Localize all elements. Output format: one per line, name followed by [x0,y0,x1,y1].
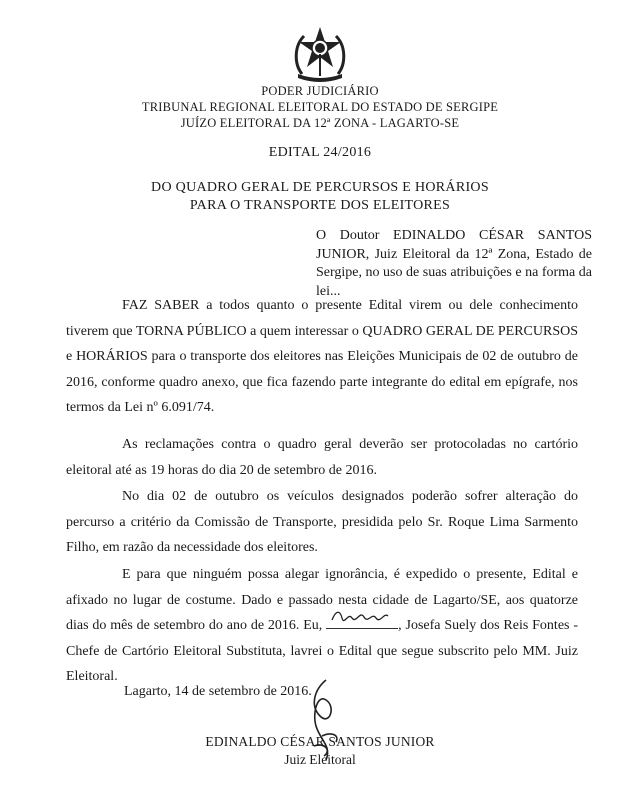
paragraph-text: No dia 02 de outubro os veículos designados poderão sofrer alteração do percurso a critério da Comissão de Transporte, presidida pelo Sr. Roque Lima Sarmento Filho, em razão da necessidade dos eleitores. [66,489,578,555]
paragraph-veiculos [66,484,578,561]
closing-text-before: E para que ninguém possa alegar ignorância, é expedido o presente, Edital e afixado no lugar de costume. Dado e passado nesta cidade de Lagarto/SE, aos quatorze dias do mês de setembro do ano de 2016. Eu, [66,567,578,633]
header-line-2: TRIBUNAL REGIONAL ELEITORAL DO ESTADO DE SERGIPE [141,100,499,114]
paragraph-closing [66,562,578,690]
place-date: Lagarto, 14 de setembro de 2016. [124,684,312,699]
preamble: O Doutor EDINALDO CÉSAR SANTOS JUNIOR, Juiz Eleitoral da 12ª Zona, Estado de Sergipe, no uso de suas atribuições e na forma da lei... [316,228,592,299]
paragraph-text: FAZ SABER a todos quanto o presente Edital virem ou dele conhecimento tiverem que TORNA PÚBLICO a quem interessar o QUADRO GERAL DE PERCURSOS e HORÁRIOS para o transporte dos eleitores nas Eleições Municipais de 02 de outubro de 2016, conforme quadro anexo, que fica fazendo parte integrante do edital em epígrafe, nos termos da Lei nº 6.091/74. [66,298,578,415]
edital-title: EDITAL 24/2016 [268,145,372,160]
header-line-1: PODER JUDICIÁRIO [261,84,379,98]
closing-text-after: , Josefa Suely dos Reis Fontes - Chefe de Cartório Eleitoral Substituta, lavrei o Edital que segue subscrito pelo MM. Juiz Eleitoral. [66,618,578,684]
clerk-signature [326,614,398,629]
clerk-signature-scribble-icon [330,608,390,624]
judge-name: EDINALDO CÉSAR SANTOS JUNIOR [205,734,435,749]
subject-line-1: DO QUADRO GERAL DE PERCURSOS E HORÁRIOS [151,180,489,195]
paragraph-text: As reclamações contra o quadro geral deverão ser protocoladas no cartório eleitoral até as 19 horas do dia 20 de setembro de 2016. [66,437,578,478]
subject-line-2: PARA O TRANSPORTE DOS ELEITORES [189,198,451,213]
judge-title: Juiz Eleitoral [284,752,356,767]
paragraph-reclamacoes [66,432,578,483]
paragraph-faz-saber [66,293,578,421]
header-line-3: JUÍZO ELEITORAL DA 12ª ZONA - LAGARTO-SE [180,116,460,130]
coat-of-arms-icon [292,24,348,82]
